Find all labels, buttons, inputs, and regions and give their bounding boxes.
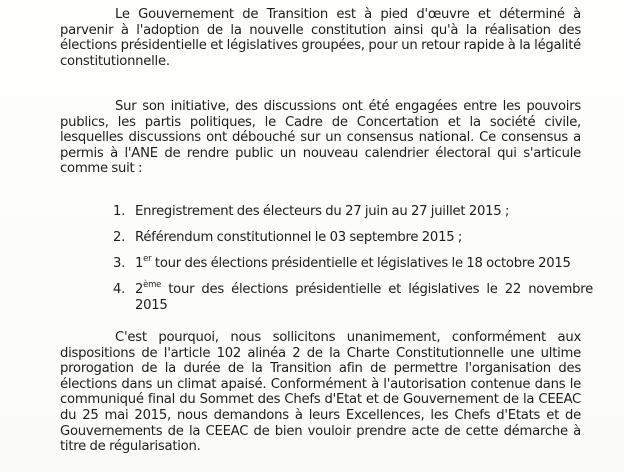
paragraph-transition-government: Le Gouvernement de Transition est à pied d'œuvre et déterminé à parvenir à l'adoption de la nouvelle constitution ainsi qu'à la réalisation des élections présidentielle et législatives groupées, pour un retour rapide à la légalité constitutionnelle. bbox=[60, 7, 581, 69]
list-item bbox=[113, 253, 593, 272]
ordinal-number: 2 bbox=[135, 282, 144, 298]
list-item-number: 4. bbox=[113, 282, 126, 298]
list-item-number: 1. bbox=[113, 204, 126, 219]
ordinal-number: 1 bbox=[135, 256, 144, 272]
list-item bbox=[113, 204, 593, 220]
list-item-number: 2. bbox=[113, 230, 126, 246]
ordinal-suffix: ème bbox=[143, 279, 162, 290]
list-item-number: 3. bbox=[113, 256, 126, 272]
list-item-text: Enregistrement des électeurs du 27 juin au 27 juillet 2015 ; bbox=[135, 204, 510, 219]
list-item bbox=[113, 230, 593, 246]
list-item-text-wrapper bbox=[135, 253, 593, 272]
paragraph-national-consensus: Sur son initiative, des discussions ont été engagées entre les pouvoirs publics, les partis politiques, le Cadre de Concertation et la société civile, lesquelles discussions ont débouché sur un consensus national. Ce consensus a permis à l'ANE de rendre public un nouveau calendrier électoral qui s'articule comme suit : bbox=[60, 99, 581, 177]
list-item-text: tour des élections présidentielle et législatives le 22 novembre 2015 bbox=[135, 282, 593, 313]
list-item-text: tour des élections présidentielle et législatives le 18 octobre 2015 bbox=[151, 256, 571, 272]
list-item-text: Référendum constitutionnel le 03 septembre 2015 ; bbox=[135, 230, 463, 246]
paragraph-prorogation-request: C'est pourquoi, nous sollicitons unanimement, conformément aux dispositions de l'article 102 alinéa 2 de la Charte Constitutionnelle une ultime prorogation de la durée de la Transition afin de permettre l'organisation des élections dans un climat apaisé. Conformément à l'autorisation contenue dans le communiqué final du Sommet des Chefs d'Etat et de Gouvernement de la CEEAC du 25 mai 2015, nous demandons à leurs Excellences, les Chefs d'Etats et de Gouvernements de la CEEAC de bien vouloir prendre acte de cette démarche à titre de régularisation. bbox=[60, 330, 581, 455]
electoral-calendar-list bbox=[113, 204, 593, 324]
list-item bbox=[113, 279, 593, 313]
list-item-text-wrapper bbox=[135, 279, 593, 313]
ordinal-suffix: er bbox=[143, 253, 152, 264]
